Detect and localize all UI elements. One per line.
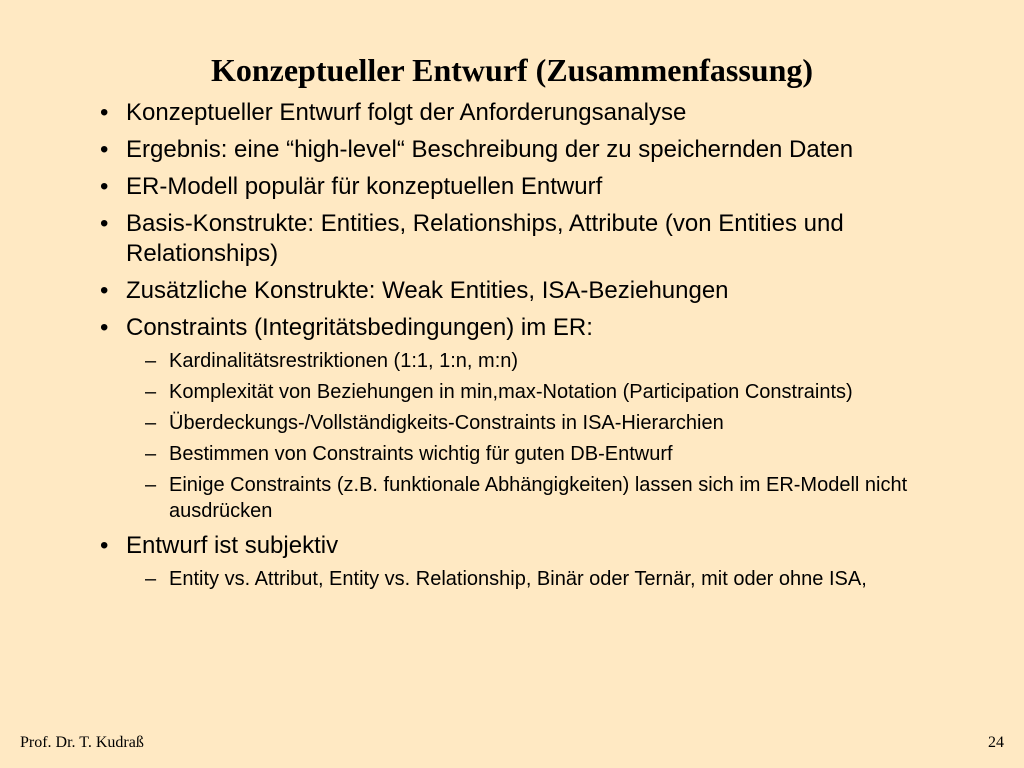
bullet-text: Ergebnis: eine “high-level“ Beschreibung der zu speichernden Daten [126,136,854,163]
sub-bullet-text: Bestimmen von Constraints wichtig für guten DB-Entwurf [169,443,673,465]
bullet-item [100,313,990,343]
bullet-item [100,172,990,202]
footer-author: Prof. Dr. T. Kudraß [20,734,144,751]
bullet-marker: • [100,277,109,304]
slide-title: Konzeptueller Entwurf (Zusammenfassung) [210,52,814,88]
bullet-item [100,276,990,306]
bullet-text: Basis-Konstrukte: Entities, Relationships, Attribute (von Entities und Relationships) [126,210,844,267]
slide-content [100,98,990,592]
bullet-marker: • [100,136,109,163]
sub-bullet-text: Kardinalitätsrestriktionen (1:1, 1:n, m:n) [169,350,519,372]
dash-marker: – [145,568,157,590]
sub-bullet-item [145,379,990,405]
sub-bullet-text: Überdeckungs-/Vollständigkeits-Constraints in ISA-Hierarchien [169,412,724,434]
sub-bullet-item [145,472,990,524]
sub-bullet-item [145,566,990,592]
page-number: 24 [988,734,1004,751]
bullet-marker: • [100,210,109,237]
bullet-marker: • [100,532,109,559]
bullet-marker: • [100,173,109,200]
dash-marker: – [145,443,157,465]
bullet-marker: • [100,314,109,341]
bullet-item [100,531,990,561]
dash-marker: – [145,381,157,403]
sub-bullet-text: Entity vs. Attribut, Entity vs. Relationship, Binär oder Ternär, mit oder ohne ISA, [169,568,867,590]
dash-marker: – [145,474,157,496]
dash-marker: – [145,412,157,434]
sub-bullet-text: Einige Constraints (z.B. funktionale Abhängigkeiten) lassen sich im ER-Modell nicht ausdrücken [169,474,908,522]
sub-bullet-item [145,410,990,436]
bullet-item [100,209,990,269]
bullet-text: Zusätzliche Konstrukte: Weak Entities, ISA-Beziehungen [126,277,729,304]
bullet-text: Constraints (Integritätsbedingungen) im ER: [126,314,593,341]
sub-bullet-item [145,441,990,467]
bullet-text: ER-Modell populär für konzeptuellen Entwurf [126,173,603,200]
sub-bullet-item [145,348,990,374]
dash-marker: – [145,350,157,372]
bullet-text: Konzeptueller Entwurf folgt der Anforderungsanalyse [126,99,687,126]
sub-bullet-text: Komplexität von Beziehungen in min,max-Notation (Participation Constraints) [169,381,853,403]
bullet-item [100,98,990,128]
bullet-text: Entwurf ist subjektiv [126,532,339,559]
bullet-item [100,135,990,165]
bullet-marker: • [100,99,109,126]
